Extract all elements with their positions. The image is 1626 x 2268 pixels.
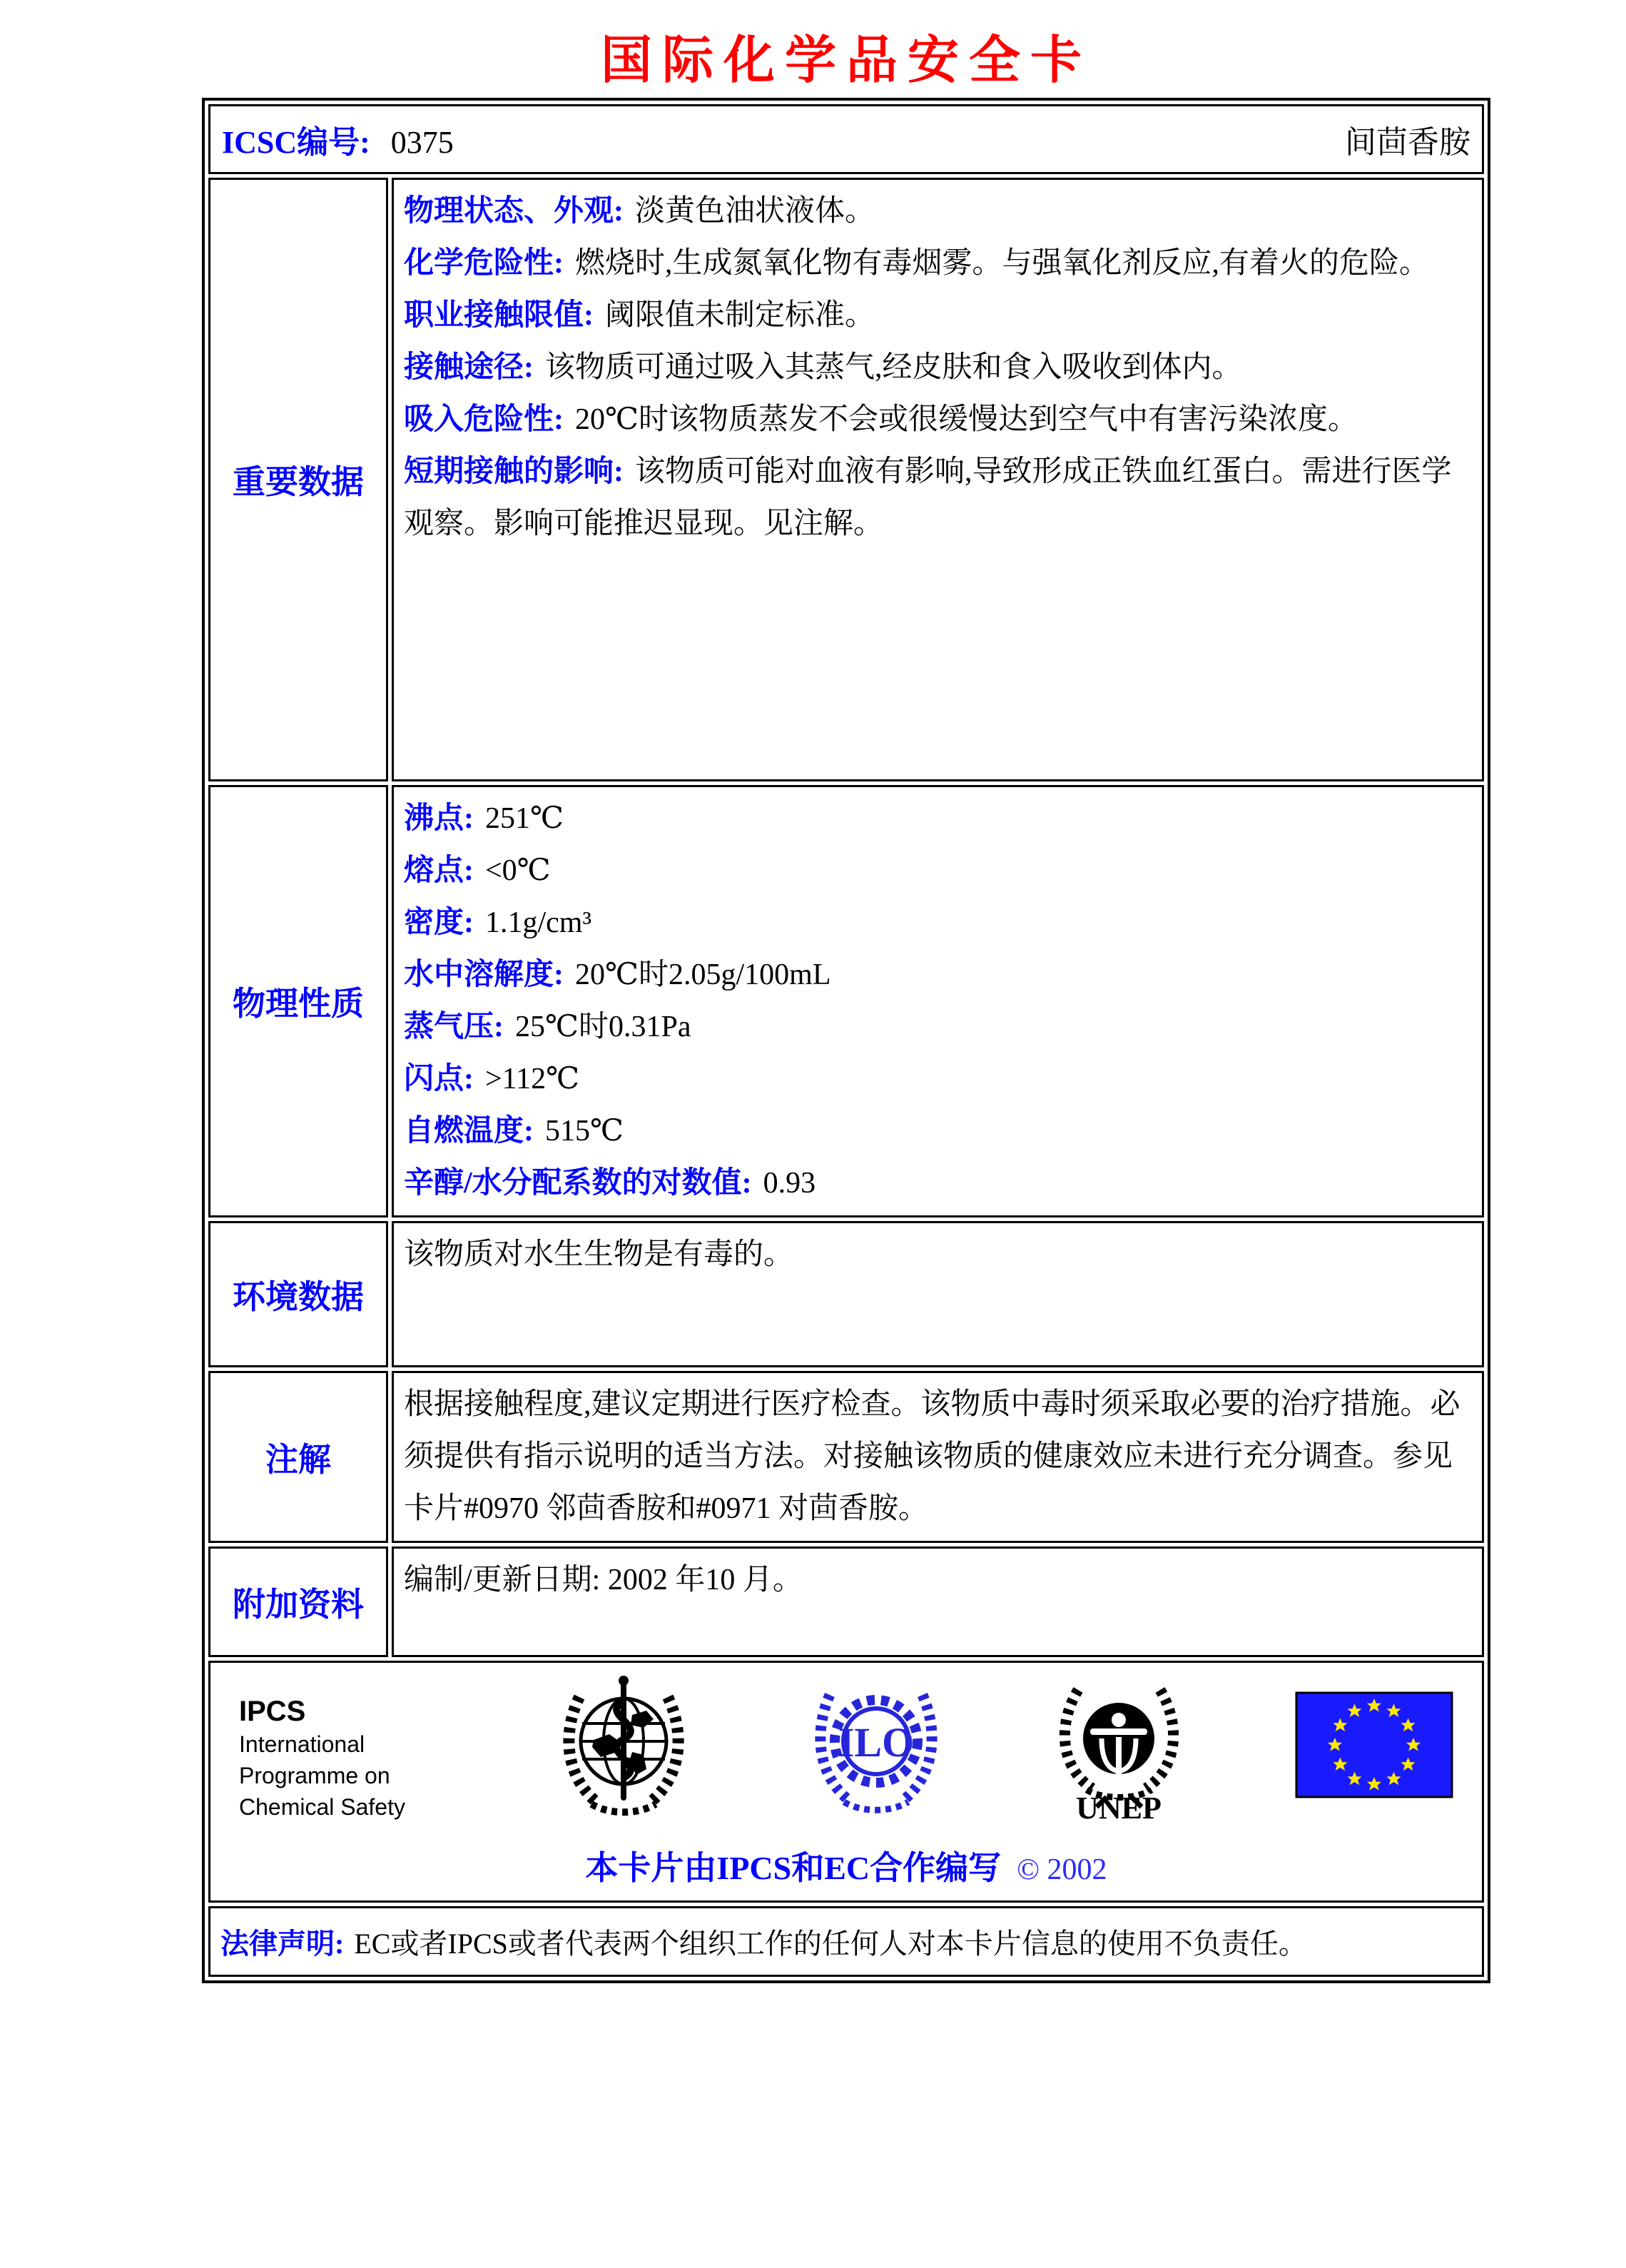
who-emblem-icon [552,1672,695,1826]
legal-label: 法律声明: [220,1928,345,1960]
field-autoignition-temp: 自燃温度: 515℃ [404,1115,624,1148]
field-density: 密度: 1.1g/cm³ [404,906,592,939]
ipcs-text-block [239,1676,439,1823]
field-melting-point: 熔点: <0℃ [404,854,551,887]
notes-label-cell [208,1371,388,1543]
field-water-solubility: 水中溶解度: 20℃时2.05g/100mL [404,958,831,991]
field-physical-state: 物理状态、外观: 淡黄色油状液体。 [404,195,875,228]
section-label: 物理性质 [233,986,364,1022]
field-exposure-routes: 接触途径: 该物质可通过吸入其蒸气,经皮肤和食入吸收到体内。 [404,351,1242,384]
ipcs-line-3: Chemical Safety [239,1794,405,1820]
credit-line [228,1842,1465,1889]
chemical-name: 间茴香胺 [1345,125,1470,160]
environmental-data-row [208,1221,1484,1367]
ilo-emblem-icon [808,1674,944,1824]
eu-flag-icon [1295,1691,1453,1806]
section-label: 环境数据 [233,1278,364,1315]
additional-info-row [208,1546,1484,1657]
credit-text: 本卡片由IPCS和EC合作编写 [585,1850,1002,1886]
field-boiling-point: 沸点: 251℃ [404,802,564,835]
header-row [208,104,1484,174]
field-vapor-pressure: 蒸气压: 25℃时0.31Pa [404,1011,691,1043]
important-data-label-cell [208,178,388,781]
ilo-letters: ILO [838,1719,914,1766]
icsc-number-value: 0375 [390,125,454,160]
header-cell [208,104,1484,174]
field-chemical-danger: 化学危险性: 燃烧时,生成氮氧化物有毒烟雾。与强氧化剂反应,有着火的危险。 [404,247,1430,280]
additional-info-text: 编制/更新日期: 2002 年10 月。 [404,1564,803,1596]
icsc-table [202,98,1490,1983]
legal-cell [208,1906,1484,1977]
field-inhalation-risk: 吸入危险性: 20℃时该物质蒸发不会或很缓慢达到空气中有害污染浓度。 [404,403,1358,436]
icsc-number-group [222,116,454,162]
environmental-data-label-cell [208,1221,388,1367]
notes-row [208,1371,1484,1543]
field-partition-coefficient: 辛醇/水分配系数的对数值: 0.93 [404,1167,816,1200]
section-label: 附加资料 [233,1586,364,1623]
ipcs-name: IPCS [239,1696,306,1727]
section-label: 注解 [265,1441,331,1478]
unep-emblem-icon [1057,1676,1182,1822]
field-occupational-limit: 职业接触限值: 阈限值未制定标准。 [404,299,875,332]
legal-row [208,1906,1484,1977]
copyright-text: © 2002 [1017,1853,1107,1886]
notes-text: 根据接触程度,建议定期进行医疗检查。该物质中毒时须采取必要的治疗措施。必须提供有指示说明的适当方法。对接触该物质的健康效应未进行充分调查。参见卡片#0970 邻茴香胺和#0971 对茴香胺。 [404,1388,1460,1525]
icsc-number-label: ICSC编号: [222,125,370,160]
physical-properties-row [208,785,1484,1217]
physical-properties-content-cell [392,785,1484,1217]
environmental-data-text: 该物质对水生生物是有毒的。 [404,1238,794,1271]
logos-row [208,1661,1484,1903]
logos-cell [208,1661,1484,1903]
field-short-term-effects: 短期接触的影响: 该物质可能对血液有影响,导致形成正铁血红蛋白。需进行医学观察。影响可能推迟显现。见注解。 [404,455,1452,540]
notes-content-cell [392,1371,1484,1543]
unep-letters: UNEP [1076,1791,1162,1822]
additional-info-content-cell [392,1546,1484,1657]
field-flash-point: 闪点: >112℃ [404,1063,580,1095]
environmental-data-content-cell [392,1221,1484,1367]
important-data-content-cell [392,178,1484,781]
page-title: 国际化学品安全卡 [600,32,1092,89]
section-label: 重要数据 [233,464,364,500]
org-logos [228,1676,1465,1822]
important-data-row [208,178,1484,781]
ipcs-line-1: International [239,1731,365,1757]
ipcs-line-2: Programme on [239,1763,390,1788]
physical-properties-label-cell [208,785,388,1217]
additional-info-label-cell [208,1546,388,1657]
legal-text: EC或者IPCS或者代表两个组织工作的任何人对本卡片信息的使用不负责任。 [354,1928,1307,1960]
